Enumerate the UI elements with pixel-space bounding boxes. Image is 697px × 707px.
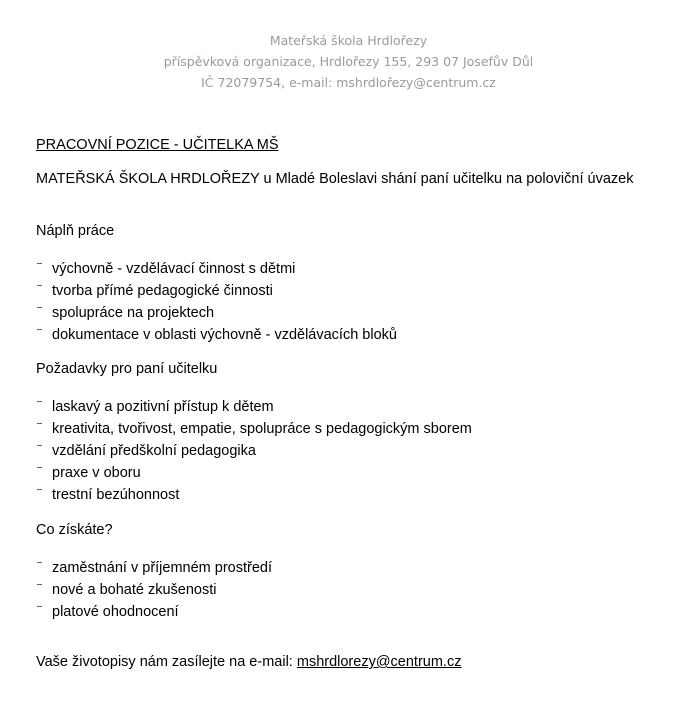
- section-heading-benefits: Co získáte?: [36, 522, 113, 538]
- list-item: ⁻ praxe v oboru: [36, 462, 472, 484]
- job-intro: MATEŘSKÁ ŠKOLA HRDLOŘEZY u Mladé Boleslavi shání paní učitelku na poloviční úvazek: [36, 171, 634, 187]
- benefits-list: [36, 557, 272, 623]
- list-item: ⁻ zaměstnání v příjemném prostředí: [36, 557, 272, 579]
- list-item: ⁻ dokumentace v oblasti výchovně - vzdělávacích bloků: [36, 324, 397, 346]
- bullet-dash-icon: ⁻: [36, 258, 43, 273]
- contact-email-link[interactable]: mshrdlorezy@centrum.cz: [296, 654, 462, 670]
- list-item: ⁻ laskavý a pozitivní přístup k dětem: [36, 396, 472, 418]
- list-item: ⁻ trestní bezúhonnost: [36, 484, 472, 506]
- letterhead-school-name: Mateřská škola Hrdlořezy: [269, 33, 428, 48]
- list-item: ⁻ nové a bohaté zkušenosti: [36, 579, 272, 601]
- requirements-list: [36, 396, 472, 506]
- bullet-dash-icon: ⁻: [36, 418, 43, 433]
- list-item: ⁻ výchovně - vzdělávací činnost s dětmi: [36, 258, 397, 280]
- list-item: ⁻ kreativita, tvořivost, empatie, spolupráce s pedagogickým sborem: [36, 418, 472, 440]
- letterhead: [0, 30, 697, 93]
- section-heading-duties: Náplň práce: [36, 223, 115, 239]
- letterhead-address: příspěvková organizace, Hrdlořezy 155, 293 07 Josefův Důl: [163, 54, 534, 69]
- footer-text: Vaše životopisy nám zasílejte na e-mail:: [36, 654, 297, 670]
- bullet-dash-icon: ⁻: [36, 484, 43, 499]
- list-item: ⁻ vzdělání předškolní pedagogika: [36, 440, 472, 462]
- letterhead-contact: IČ 72079754, e-mail: mshrdlořezy@centrum.cz: [201, 75, 496, 90]
- bullet-dash-icon: ⁻: [36, 302, 43, 317]
- list-item: ⁻ platové ohodnocení: [36, 601, 272, 623]
- bullet-dash-icon: ⁻: [36, 557, 43, 572]
- duties-list: [36, 258, 397, 346]
- bullet-dash-icon: ⁻: [36, 396, 43, 411]
- list-item: ⁻ tvorba přímé pedagogické činnosti: [36, 280, 397, 302]
- footer-contact: [36, 651, 461, 673]
- bullet-dash-icon: ⁻: [36, 324, 43, 339]
- list-item: ⁻ spolupráce na projektech: [36, 302, 397, 324]
- bullet-dash-icon: ⁻: [36, 579, 43, 594]
- job-title: PRACOVNÍ POZICE - UČITELKA MŠ: [36, 137, 279, 153]
- section-heading-requirements: Požadavky pro paní učitelku: [36, 361, 218, 377]
- bullet-dash-icon: ⁻: [36, 462, 43, 477]
- bullet-dash-icon: ⁻: [36, 601, 43, 616]
- bullet-dash-icon: ⁻: [36, 440, 43, 455]
- bullet-dash-icon: ⁻: [36, 280, 43, 295]
